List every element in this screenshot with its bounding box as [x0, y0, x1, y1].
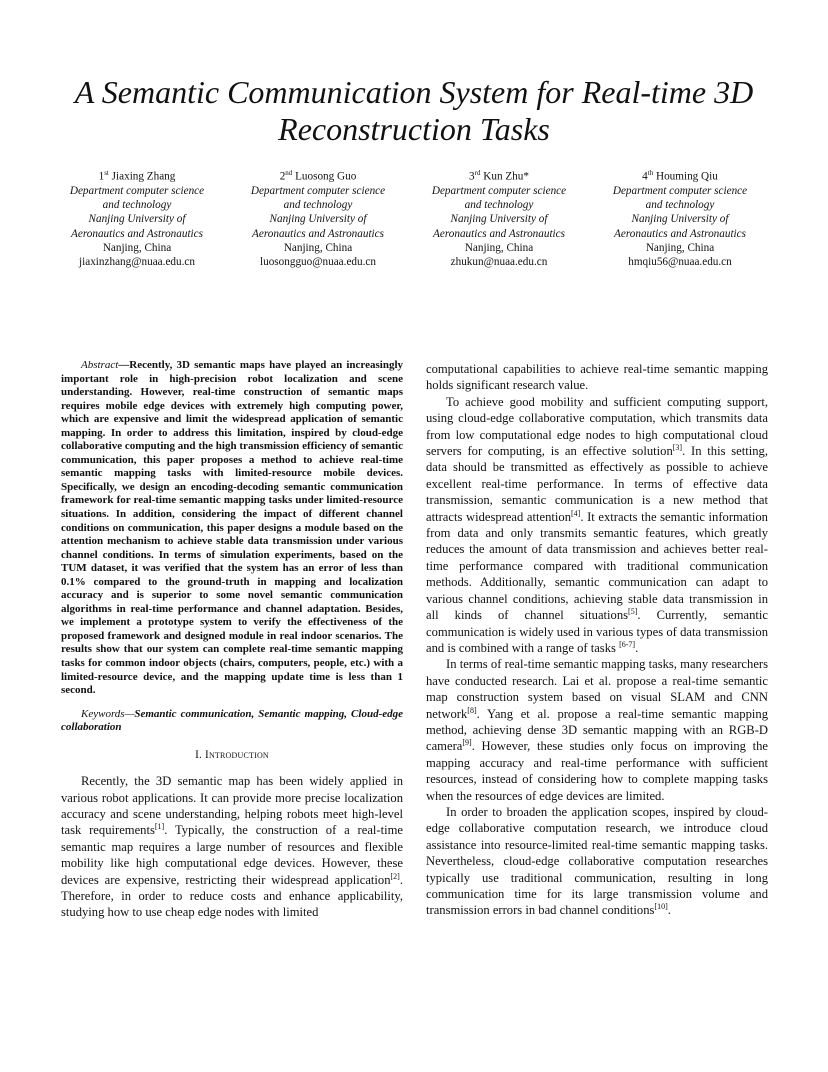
keywords-text: Semantic communication, Semantic mapping, Cloud-edge collaboration	[61, 707, 403, 734]
author-2	[233, 166, 403, 269]
author-department-cont: and technology	[464, 199, 534, 212]
author-city: Nanjing, China	[102, 241, 172, 254]
author-city: Nanjing, China	[645, 241, 715, 254]
citation[interactable]: [1]	[154, 822, 165, 832]
author-email[interactable]: jiaxinzhang@nuaa.edu.cn	[79, 255, 195, 268]
title-line-1: A Semantic Communication System for Real-time 3D	[74, 74, 754, 110]
author-department-cont: and technology	[645, 199, 715, 212]
author-university: Nanjing University of	[631, 213, 729, 226]
keywords-label: Keywords—	[81, 707, 135, 720]
author-university-cont: Aeronautics and Astronautics	[433, 227, 565, 240]
citation[interactable]: [4]	[571, 508, 581, 518]
author-name: 2nd Luosong Guo	[279, 169, 357, 183]
author-university: Nanjing University of	[88, 213, 186, 226]
author-name: 3rd Kun Zhu*	[469, 169, 529, 183]
abstract: Abstract—Recently, 3D semantic maps have played an increasingly important role in high-precision robot localization and scene understanding. However, real-time construction of semantic maps requires mobile edge devices with extremely high computing power, which are expensive and limit the widespread application of semantic mapping. In order to address this limitation, inspired by cloud-edge collaborative computing and the high transmission efficiency of semantic communication, this paper proposes a method to achieve real-time semantic mapping tasks with limited-resource mobile devices. Specifically, we design an encoding-decoding semantic communication framework for real-time semantic mapping tasks under limited-resource situations. In addition, considering the impact of different channel conditions on communication, this paper designs a module based on the attention mechanism to achieve stable data transmission under various channel conditions. In terms of simulation experiments, based on the TUM dataset, it was verified that the system has an error of less than 0.1% compared to the ground-truth in mapping and localization accuracy and is superior to some novel semantic communication algorithms in real-time performance and channel adaptation. Besides, we implement a prototype system to verify the effectiveness of the proposed framework and designed module in real indoor scenarios. The results show that our system can complete real-time semantic mapping tasks for common indoor objects (chairs, computers, people, etc.) with a limited-resource device, and the mapping update time is less than 1 second.	[61, 359, 403, 697]
author-university-cont: Aeronautics and Astronautics	[252, 227, 384, 240]
author-city: Nanjing, China	[464, 241, 534, 254]
right-column	[426, 361, 768, 919]
citation[interactable]: [5]	[628, 606, 638, 616]
author-department: Department computer science	[431, 184, 567, 197]
intro-paragraph-1: Recently, the 3D semantic map has been widely applied in various robot applications. It can provide more precise localization accuracy and scene understanding, helping robots meet high-level task requirements[1]. Typically, the construction of a real-time semantic map requires a large number of resources and flexible mobility like high computational edge devices. However, these devices are expensive, restricting their widespread application[2]. Therefore, in order to reduce costs and enhance applicability, studying how to use cheap edge nodes with limited	[61, 774, 403, 920]
intro-paragraph-2: To achieve good mobility and sufficient computing support, using cloud-edge collaborative computation, which transmits data from low computational edge nodes to high computational cloud servers for computing, is an effective solution[3]. In this setting, data should be transmitted as effectively as possible to achieve excellent real-time performance. In terms of effective data transmission, semantic communication is a new method that attracts widespread attention[4]. It extracts the semantic information from data and only transmits semantic features, which greatly reduces the amount of data transmission and achieves better real-time performance compared with traditional communication methods. Additionally, semantic communication can adapt to various channel conditions, achieving stable data transmission in all kinds of channel situations[5]. Currently, semantic communication is widely used in various types of data transmission and is combined with a range of tasks [6-7].	[426, 394, 768, 655]
author-department-cont: and technology	[102, 199, 172, 212]
abstract-label: Abstract	[81, 359, 119, 371]
intro-paragraph-4: In order to broaden the application scopes, inspired by cloud-edge collaborative computation research, we introduce cloud assistance into resource-limited real-time semantic mapping tasks. Nevertheless, cloud-edge collaborative computation researches typically use traditional communication, resulting in long communication time for its large transmission volume and transmission errors in bad channel conditions[10].	[426, 804, 768, 918]
citation[interactable]: [2]	[390, 871, 400, 881]
title-line-2: Reconstruction Tasks	[278, 111, 550, 147]
author-department: Department computer science	[612, 184, 748, 197]
citation[interactable]: [3]	[672, 442, 683, 452]
author-university: Nanjing University of	[269, 213, 367, 226]
author-university-cont: Aeronautics and Astronautics	[614, 227, 746, 240]
author-4	[595, 166, 765, 269]
author-1	[52, 166, 222, 269]
author-city: Nanjing, China	[283, 241, 353, 254]
author-department-cont: and technology	[283, 199, 353, 212]
author-3	[414, 166, 584, 269]
author-email[interactable]: luosongguo@nuaa.edu.cn	[260, 255, 376, 268]
abstract-text: Recently, 3D semantic maps have played an increasingly important role in high-precision robot localization and scene understanding. However, real-time construction of semantic maps requires mobile edge devices with extremely high computing power, which are expensive and limit the widespread application of semantic mapping. In order to address this limitation, inspired by cloud-edge collaborative computing and the high transmission efficiency of semantic communication, this paper proposes a method to achieve real-time semantic mapping tasks with limited-resource mobile devices. Specifically, we design an encoding-decoding semantic communication framework for real-time semantic mapping tasks under limited-resource situations. In addition, considering the impact of different channel conditions on communication, this paper designs a module based on the attention mechanism to achieve stable data transmission under various channel conditions. In terms of simulation experiments, based on the TUM dataset, it was verified that the system has an error of less than 0.1% compared to the ground-truth in mapping and localization accuracy and is superior to some novel semantic communication algorithms in real-time performance and channel adaptation. Besides, we implement a prototype system to verify the effectiveness of the proposed framework and designed module in real indoor scenarios. The results show that our system can complete real-time semantic mapping tasks for common indoor objects (chairs, computers, people, etc.) with a limited-resource device, and the mapping update time is less than 1 second.	[61, 359, 403, 697]
left-column	[61, 359, 403, 921]
intro-paragraph-1-cont: computational capabilities to achieve real-time semantic mapping holds significant research value.	[426, 362, 768, 393]
author-university-cont: Aeronautics and Astronautics	[71, 227, 203, 240]
author-name: 4th Houming Qiu	[642, 169, 718, 183]
author-email[interactable]: hmqiu56@nuaa.edu.cn	[628, 255, 732, 268]
author-university: Nanjing University of	[450, 213, 548, 226]
author-email[interactable]: zhukun@nuaa.edu.cn	[450, 255, 548, 268]
paper-title	[40, 74, 788, 148]
citation[interactable]: [9]	[462, 738, 472, 748]
citation[interactable]: [8]	[467, 705, 477, 715]
citation[interactable]: [6-7]	[619, 639, 636, 649]
author-name: 1st Jiaxing Zhang	[98, 169, 176, 183]
intro-paragraph-3: In terms of real-time semantic mapping tasks, many researchers have conducted research. Lai et al. propose a real-time semantic map construction system based on visual SLAM and CNN network[8]. Yang et al. propose a real-time semantic mapping method, achieving dense 3D semantic mapping with an RGB-D camera[9]. However, these studies only focus on improving the mapping accuracy and real-time performance with sufficient resources, instead of considering how to complete mapping tasks when the resources of edge devices are limited.	[426, 657, 768, 803]
keywords	[61, 708, 403, 735]
author-department: Department computer science	[69, 184, 205, 197]
author-department: Department computer science	[250, 184, 386, 197]
citation[interactable]: [10]	[654, 902, 668, 912]
section-heading-introduction: I. Introduction	[195, 748, 269, 761]
